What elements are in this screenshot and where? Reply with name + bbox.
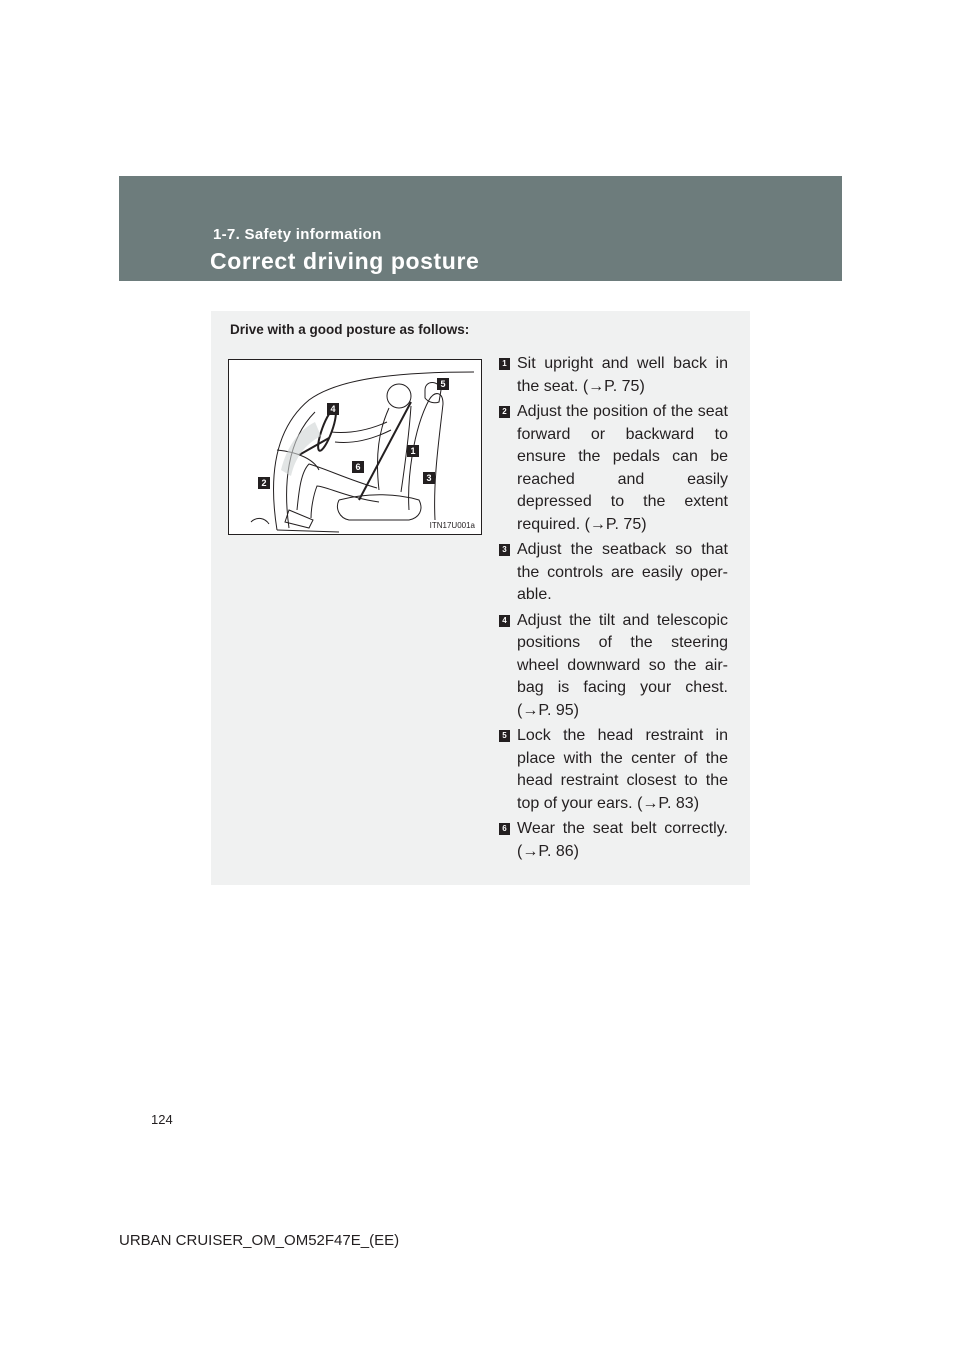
step-badge: 1 [499,358,510,370]
document-footer: URBAN CRUISER_OM_OM52F47E_(EE) [119,1232,400,1249]
page-header [119,176,842,281]
windshield-outline [274,372,474,530]
list-item [498,539,728,607]
figure-label-3: 3 [423,472,435,484]
intro-text: Drive with a good posture as follows: [230,322,470,337]
pedal [251,518,269,524]
page-number: 124 [151,1112,173,1127]
driver-head [387,384,411,408]
figure-code: ITN17U001a [429,521,475,530]
step-text: Lock the head restraint in place with the center of the head restraint closest to the top of your ears. (→P. 83) [517,727,728,812]
page-title: Correct driving posture [210,248,480,274]
content-panel [211,311,750,885]
list-item [498,610,728,723]
list-item [498,725,728,815]
figure-label-5: 5 [437,378,449,390]
step-text: Adjust the position of the seat forward or backward to ensure the pedals can be reached and easily depressed to the extent required. (→P. 75) [517,403,728,533]
figure-label-2: 2 [258,477,270,489]
step-text: Adjust the seatback so that the controls are easily oper-able. [517,541,728,603]
driving-posture-illustration [228,359,482,535]
list-item [498,818,728,863]
figure-label-1: 1 [407,445,419,457]
figure-label-4: 4 [327,403,339,415]
list-item [498,353,728,398]
figure-label-6: 6 [352,461,364,473]
step-badge: 6 [499,823,510,835]
list-item [498,401,728,536]
step-text: Wear the seat belt correctly. (→P. 86) [517,820,728,860]
step-badge: 3 [499,544,510,556]
step-text: Sit upright and well back in the seat. (→P. 75) [517,355,728,395]
step-badge: 5 [499,730,510,742]
posture-steps-list [498,353,728,866]
step-text: Adjust the tilt and telescopic positions of the steering wheel downward so the air-bag is facing your chest. (→P. 95) [517,611,728,719]
step-badge: 2 [499,406,510,418]
section-heading: 1-7. Safety information [213,226,382,243]
step-badge: 4 [499,615,510,627]
